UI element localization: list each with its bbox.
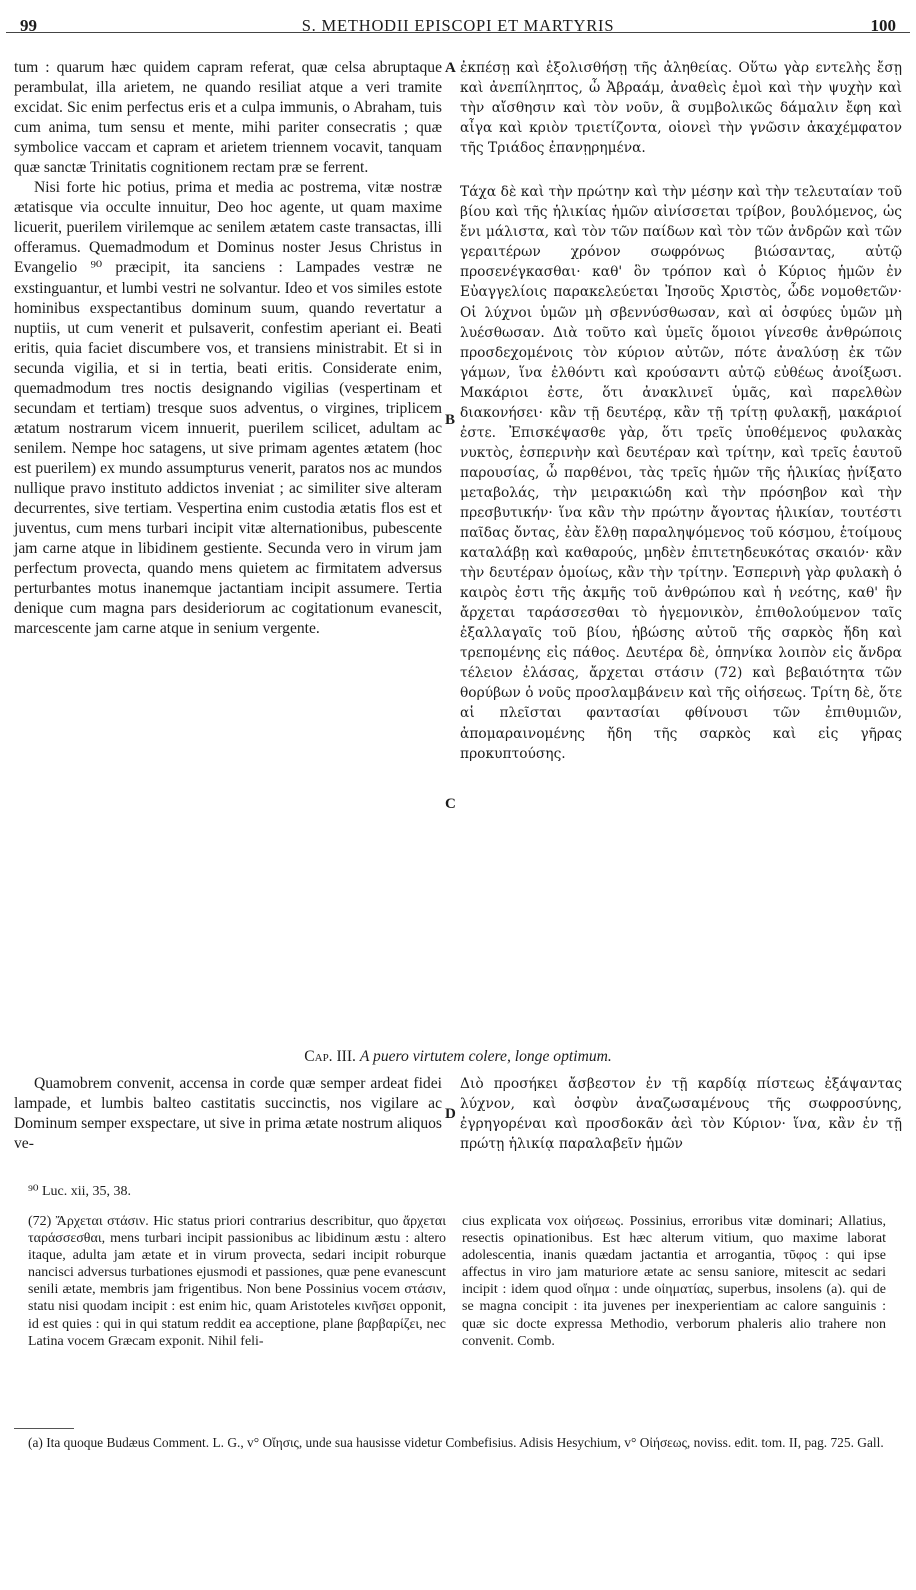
running-header xyxy=(14,10,902,38)
note-separator xyxy=(14,1428,74,1429)
margin-letter-b: B xyxy=(445,412,456,428)
greek-column-lower xyxy=(460,1074,902,1154)
greek-paragraph: ἐκπέσῃ καὶ ἐξολισθήσῃ τῆς ἀληθείας. Οὕτω γὰρ εντελὴς ἔσῃ καὶ ἀνεπίληπτος, ὦ Ἀβραάμ, ἀναθεὶς ἐμοὶ καὶ τὴν ψυχὴν καὶ τὴν αἴσθησιν καὶ τὸν νοῦν, ἃ συμβολικῶς δάμαλιν ἔφη καὶ αἶγα καὶ κριὸν τριετίζοντα, οἱονεὶ τὴν γνῶσιν ἀκαχέμφατον τῆς Τριάδος ἐπανῃρημένα. xyxy=(460,60,902,157)
body-columns xyxy=(14,58,902,1038)
margin-letter-a: A xyxy=(445,60,456,76)
latin-paragraph: tum : quarum hæc quidem capram referat, quæ celsa abruptaque perambulat, illa arietem, ne quando resiliat atque a veri tramite excidat. Sic enim perfectus eris et a culpa immunis, o Abraham, tuis cum anima, tum sensu et mente, mihi pariter consecratis ; quæ symbolice vaccam et capram et arietem triennem vocavit, tanquam quæ sanctæ Trinitatis cognitionem rectam præ se ferrent. xyxy=(14,59,442,177)
latin-column-lower xyxy=(14,1074,442,1154)
chapter-label: Cap. III. xyxy=(304,1048,356,1065)
running-title: S. METHODII EPISCOPI ET MARTYRIS xyxy=(301,16,615,35)
editor-note-right xyxy=(462,1213,886,1350)
page-number-right: 100 xyxy=(870,16,896,35)
greek-paragraph: Τάχα δὲ καὶ τὴν πρώτην καὶ τὴν μέσην καὶ τὴν τελευταίαν τοῦ βίου καὶ τῆς ἡλικίας ἡμῶν αἰνίσσεται τρίβον, βουλόμενος, ὡς ἔνι μάλιστα, καὶ τὸν τῶν παίδων καὶ τὸν τῶν ἀνδρῶν καὶ τῶν γεραιτέρων χρόνον σωφρόνως βιώσαντας, αὐτῷ προσενέγκασθαι· καθ' ὃν τρόπον καὶ ὁ Κύριος ἡμῶν ἐν Εὐαγγελίοις παρακελεύεται Ἰησοῦς Χριστὸς, ὧδε νομοθετῶν· Οἱ λύχνοι ὑμῶν μὴ σβεννύσθωσαν, καὶ αἱ ὀσφύες ὑμῶν μὴ λυέσθωσαν. Διὰ τοῦτο καὶ ὑμεῖς ὅμοιοι γίνεσθε ἀνθρώποις προσδεχομένοις τὸν κύριον αὐτῶν, πότε ἀναλύσῃ ἐκ τῶν γάμων, ἵνα ἐλθόντι καὶ κρούσαντι αὐτῷ εὐθέως ἀνοίξωσι. Μακάριοι ἐστε, ὅτι ἀνακλινεῖ ὑμᾶς, καὶ παρελθὼν διακονήσει· κἂν τῇ δευτέρᾳ, κἂν τῇ τρίτῃ φυλακῇ, μακάριοί ἐστε. Ἐπισκέψασθε γὰρ, ὅτι τρεῖς ὑποθέμενος φυλακὰς νυκτὸς, ἑσπερινὴν καὶ δευτέραν καὶ τρίτην, καὶ τρεῖς ἑαυτοῦ παρουσίας, ὦ παρθένοι, τὰς τρεῖς ἡμῶν τῆς ἡλικίας ᾐνίξατο μεταβολάς, τὴν μειρακιώδη καὶ τὴν πρόσηβον καὶ τὴν πρεσβυτικήν· ἵνα κἂν τὴν πρώτην ἄγοντας ἡλικίαν, τουτέστι παῖδας ὄντας, ἐὰν ἔλθῃ παραληψόμενος τοῦ κόσμου, ἑτοίμους καταλάβῃ καὶ καθαρούς, μηδὲν ἐπιτετηδευκότας σκαιόν· κἂν τὴν δευτέραν ὁμοίως, κἂν τὴν τρίτην. Ἑσπερινὴ γὰρ φυλακὴ ὁ καιρὸς ἐστι τῆς ἀκμῆς τοῦ ἀνθρώπου καὶ ἡ νεότης, καθ' ἣν ἄρχεται ταράσσεσθαι τὸ ἡγεμονικὸν, ἐπιθολούμενον ταῖς ἐξαλλαγαῖς τοῦ βίου, ἡβώσης αὐτοῦ τῆς σαρκὸς ἤδη καὶ τρεπομένης εἰς πάθος. Δευτέρα δὲ, ὁπηνίκα λοιπὸν εἰς ἄνδρα τέλειον ἐλάσας, ἄρχεται στάσιν (72) καὶ βεβαιότητα τῶν θορύβων ὁ νοῦς προσλαμβάνειν καὶ τῆς οἰήσεως. Τρίτη δὲ, ὅτε αἱ πλεῖσται φαντασίαι φθίνουσι τῶν ἐπιθυμιῶν, ἀπομαραινομένης ἤδη τῆς σαρκὸς καὶ εἰς γῆρας προκυπτούσης. xyxy=(460,184,902,762)
chapter-heading xyxy=(0,1048,916,1066)
note-text: cius explicata vox οἰήσεως. Possinius, erroribus vitæ dominari; Allatius, resectis opinationibus. Est hæc alterum vitium, quo maxime laborat adolescentia, inanis quædam jactantia et arrogantia, τῦφος : qui ipse affectus in viro jam maturiore ætate ac sensu saniore, mitescit ac sedari incipit : idem quod οἴημα : unde οἰηματίας, superbus, insolens (a). qui de se magna concipit : ita juvenes per inexperientiam ac calore sanguinis : quæ sic docte expressa Methodio, verborum phaleris alio trahere non convenit. Comb. xyxy=(462,1214,886,1349)
greek-paragraph: Διὸ προσήκει ἄσβεστον ἐν τῇ καρδίᾳ πίστεως ἐξάψαντας λύχνον, καὶ ὀσφὺν ἀναζωσαμένους τῆς σωφροσύνης, ἐγρηγορέναι καὶ προσδοκᾶν ἀεὶ τὸν Κύριον· ἵνα, κἂν ἐν τῇ πρώτῃ ἡλικίᾳ παραλαβεῖν ἡμῶν xyxy=(460,1076,902,1153)
latin-paragraph: Nisi forte hic potius, prima et media ac postrema, vitæ nostræ ætatisque via occulte innuitur, Deo hoc agente, ut quam maxime licuerit, puerilem virilemque ac senilem ætatem caste transactas, illi offeramus. Quemadmodum et Dominus noster Jesus Christus in Evangelio ⁹⁰ præcipit, ita sanciens : Lampades vestræ ne exstinguantur, et lumbi vestri ne solvantur. Ideo et vos similes estote hominibus exspectantibus dominum suum, quando revertatur a nuptiis, ut cum venerit et pulsaverit, confestim aperiant ei. Beati eritis, quia faciet discumbere vos, et transiens ministrabit. Et si in secunda vigilia, et si in tertia, beati eritis. Considerate enim, quemadmodum tres noctis designando vigilias (vespertinam et secundam et tertiam) tresque suos adventus, o virgines, triplicem ætatum nostrarum vicem innuerit, puerilem scilicet, adultam ac senilem. Nempe hoc satagens, ut sive primam agentes ætatem (hoc est puerilem) ex mundo assumpturus venerit, paratos nos ac mundos nullique pravo instituto addictos inveniat ; ac similiter sive alteram decurrentes, sive tertiam. Vespertina enim custodia ætatis flos est et juventus, cum mens turbari incipit vitæ alternationibus, pubescente jam carne atque in libidinem gestiente. Secunda vero in virum jam perfectum provecta, quando mens quietem ac firmitatem adversus perturbantes motus inanemque jactantiam incipit assumere. Tertia denique cum magna pars desideriorum ac cogitationum evanescit, marcescente jam carne atque in senium vergente. xyxy=(14,179,442,638)
margin-letter-c: C xyxy=(445,796,456,812)
latin-column xyxy=(14,58,442,639)
chapter-title: A puero virtutem colere, longe optimum. xyxy=(359,1048,612,1065)
editor-note-left xyxy=(28,1213,446,1350)
scripture-footnote: ⁹⁰ Luc. xii, 35, 38. xyxy=(28,1184,132,1199)
sub-footnote: (a) Ita quoque Budæus Comment. L. G., v° Οἴησις, unde sua hausisse videtur Combefisius. Adisis Hesychium, v° Οἰήσεως, noviss. edit. tom. II, pag. 725. Gall. xyxy=(28,1435,884,1450)
latin-paragraph: Quamobrem convenit, accensa in corde quæ semper ardeat fidei lampade, et lumbis balteo castitatis succinctis, nos vigilare ac Dominum semper exspectare, ut sive in prima ætate nostrum aliquos ve- xyxy=(14,1075,442,1153)
lower-columns xyxy=(14,1074,902,1174)
margin-letter-d: D xyxy=(445,1106,456,1122)
greek-column xyxy=(460,58,902,764)
header-rule xyxy=(6,32,910,33)
note-text: (72) Ἄρχεται στάσιν. Hic status priori contrarius describitur, quo ἄρχεται ταράσσεσθαι, mens turbari incipit passionibus ac libidinum æstu : altero itaque, adulta jam ætate et in virum provecta, sedari incipit roburque nancisci adversus turbationes ejusmodi et passiones, quæ pene evanescunt senili ætate, membris jam frigentibus. Non bene Possinius vocem στάσιν, statu nisi quodam incipit : est enim hic, quam Aristoteles κινῆσει opponit, id est quies : qui in qui statum reddit ea acceptione, plane βαρβαρίζει, nec Latina vocem Græcam exponit. Nihil feli- xyxy=(28,1214,446,1349)
page-number-left: 99 xyxy=(20,16,37,35)
